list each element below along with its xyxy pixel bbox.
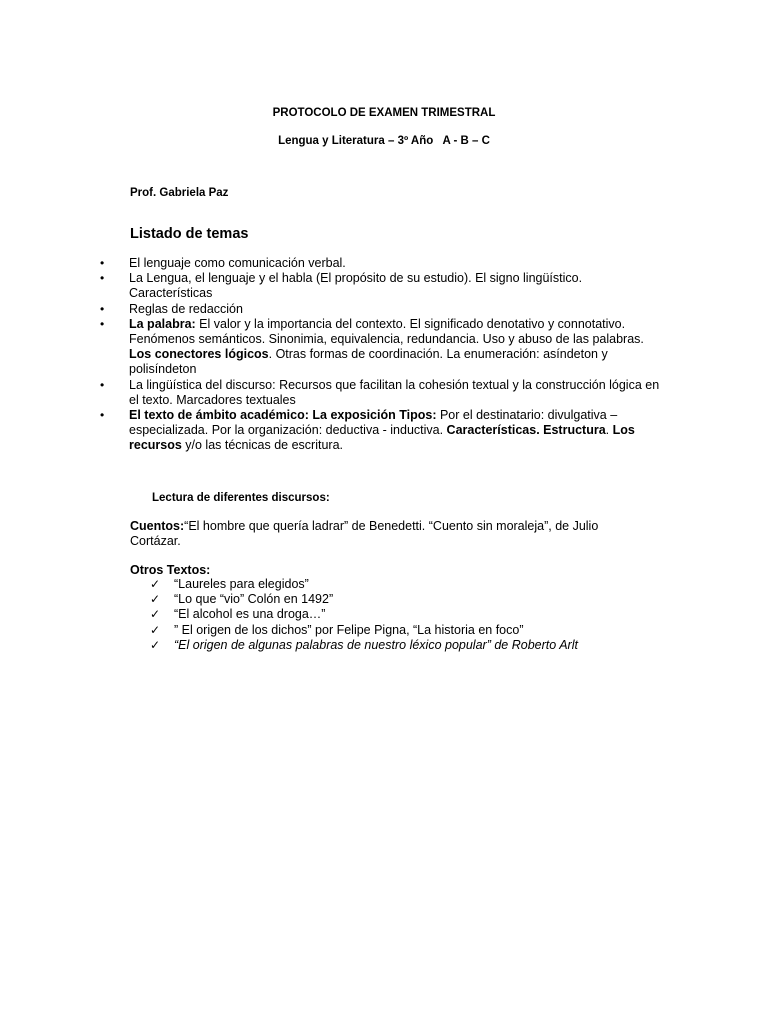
otros-item-text: “El origen de algunas palabras de nuestro léxico popular” de Roberto Arlt bbox=[174, 637, 578, 652]
topic-item bbox=[100, 256, 660, 271]
topic-text: El valor y la importancia del contexto. El significado denotativo y connotativo. Fenómenos semánticos. Sinonimia, equivalencia, redundancia. Uso y abuso de las palabras. bbox=[129, 316, 644, 347]
topic-text: Por el destinatario: divulgativa – especializada. Por la organización: deductiva - inductiva. bbox=[129, 408, 618, 438]
otros-item bbox=[150, 592, 630, 607]
otros-item bbox=[150, 638, 630, 653]
otros-label: Otros Textos: bbox=[130, 563, 211, 577]
topic-item bbox=[100, 271, 660, 301]
bullet-icon: • bbox=[100, 377, 105, 392]
professor-name: Prof. Gabriela Paz bbox=[130, 187, 229, 199]
checkmark-icon: ✓ bbox=[150, 577, 161, 591]
otros-list bbox=[150, 577, 630, 653]
topic-text: Los conectores lógicos bbox=[129, 347, 269, 362]
otros-item bbox=[150, 577, 630, 592]
document-title: PROTOCOLO DE EXAMEN TRIMESTRAL bbox=[272, 107, 496, 119]
topic-text: El lenguaje como comunicación verbal. bbox=[129, 256, 346, 270]
otros-item-text: “El alcohol es una droga…” bbox=[174, 607, 326, 622]
readings-heading: Lectura de diferentes discursos: bbox=[152, 492, 330, 504]
bullet-icon: • bbox=[100, 316, 105, 331]
topic-text: Los recursos bbox=[129, 423, 635, 453]
otros-item bbox=[150, 607, 630, 622]
otros-item-text: ” El origen de los dichos” por Felipe Pigna, “La historia en foco” bbox=[174, 622, 524, 637]
document-subtitle: Lengua y Literatura – 3º Año A - B – C bbox=[278, 135, 490, 147]
topic-item bbox=[100, 317, 660, 378]
topic-text: La lingüística del discurso: Recursos que facilitan la cohesión textual y la construcción lógica en el texto. Marcadores textuales bbox=[129, 377, 660, 407]
topic-text: La Lengua, el lenguaje y el habla (El propósito de su estudio). El signo lingüístico. Características bbox=[129, 271, 583, 301]
cuentos-label: Cuentos: bbox=[130, 519, 185, 533]
checkmark-icon: ✓ bbox=[150, 622, 161, 637]
cuentos-text: “El hombre que quería ladrar” de Benedetti. “Cuento sin moraleja”, de Julio Cortázar. bbox=[130, 519, 599, 548]
bullet-icon: • bbox=[100, 301, 105, 316]
checkmark-icon: ✓ bbox=[150, 607, 161, 622]
topic-text: Características. Estructura bbox=[446, 423, 606, 438]
topic-text: y/o las técnicas de escritura. bbox=[181, 438, 343, 453]
topic-item bbox=[100, 302, 660, 317]
topic-text: La palabra: bbox=[129, 316, 196, 331]
otros-item-text: “Lo que “vio” Colón en 1492” bbox=[174, 592, 334, 607]
topic-text: . bbox=[605, 423, 613, 438]
topics-list bbox=[100, 256, 660, 454]
topic-item bbox=[100, 378, 660, 408]
topic-item bbox=[100, 408, 660, 454]
checkmark-icon: ✓ bbox=[150, 592, 161, 607]
bullet-icon: • bbox=[100, 256, 105, 270]
topic-text: Reglas de redacción bbox=[129, 301, 243, 316]
otros-item-text: “Laureles para elegidos” bbox=[174, 577, 309, 591]
otros-item bbox=[150, 623, 630, 638]
cuentos-paragraph bbox=[130, 519, 650, 549]
bullet-icon: • bbox=[100, 271, 105, 286]
topics-heading: Listado de temas bbox=[130, 226, 249, 242]
bullet-icon: • bbox=[100, 408, 105, 423]
topic-text: El texto de ámbito académico: La exposición Tipos: bbox=[129, 408, 437, 423]
topic-text: . Otras formas de coordinación. La enumeración: asíndeton y polisíndeton bbox=[129, 347, 608, 377]
checkmark-icon: ✓ bbox=[150, 637, 161, 652]
